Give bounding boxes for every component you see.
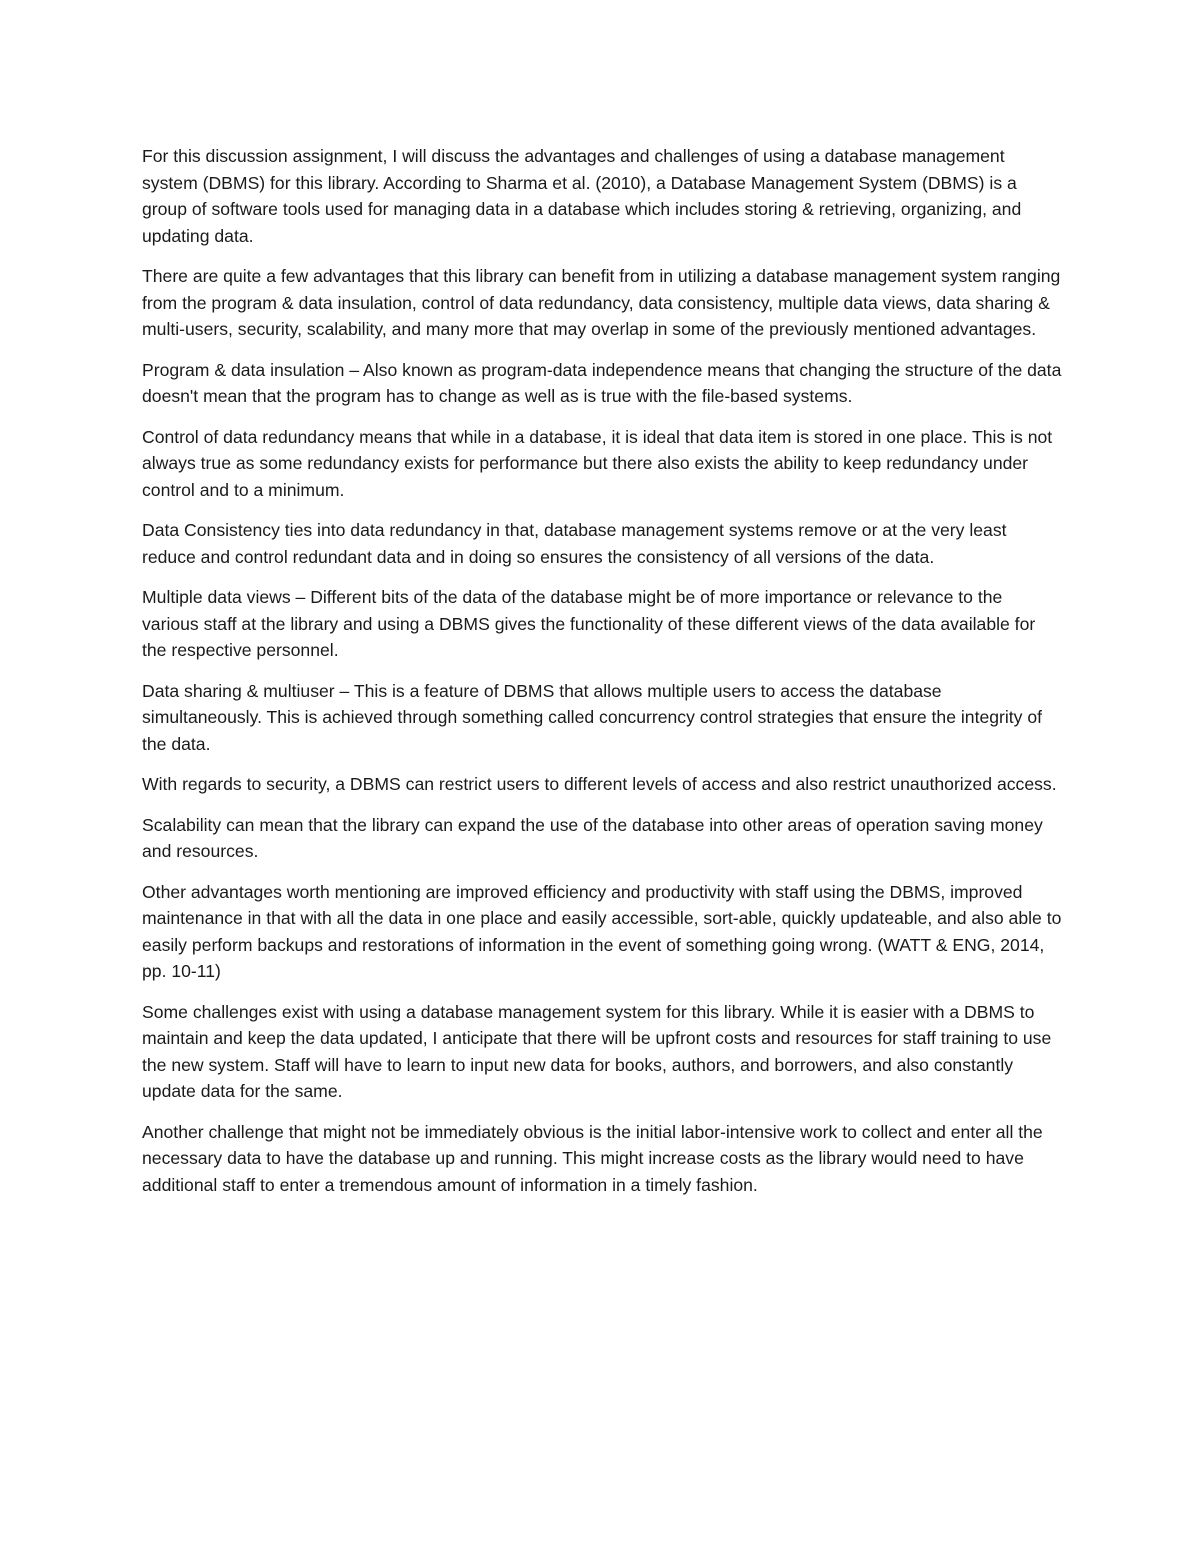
paragraph-another-challenge: Another challenge that might not be immediately obvious is the initial labor-intensive work to collect and enter all the necessary data to have the database up and running. This might increase costs as the library would need to have additional staff to enter a tremendous amount of information in a timely fashion.	[142, 1121, 1043, 1195]
paragraph-data-consistency: Data Consistency ties into data redundancy in that, database management systems remove or at the very least reduce and control redundant data and in doing so ensures the consistency of all versions of the data.	[142, 520, 1007, 567]
paragraph-multiple-data-views: Multiple data views – Different bits of the data of the database might be of more importance or relevance to the various staff at the library and using a DBMS gives the functionality of these different views of the data available for the respective personnel.	[142, 587, 1036, 660]
document-body	[142, 143, 1062, 1212]
paragraph-intro: For this discussion assignment, I will discuss the advantages and challenges of using a database management system (DBMS) for this library. According to Sharma et al. (2010), a Database Management System (DBMS) is a group of software tools used for managing data in a database which includes storing & retrieving, organizing, and updating data.	[142, 146, 1022, 246]
paragraph-security: With regards to security, a DBMS can restrict users to different levels of access and also restrict unauthorized access.	[142, 774, 1057, 794]
paragraph-data-redundancy: Control of data redundancy means that while in a database, it is ideal that data item is stored in one place. This is not always true as some redundancy exists for performance but there also exists the ability to keep redundancy under control and to a minimum.	[142, 426, 1053, 500]
paragraph-data-sharing: Data sharing & multiuser – This is a feature of DBMS that allows multiple users to access the database simultaneously. This is achieved through something called concurrency control strategies that ensure the integrity of the data.	[142, 680, 1043, 754]
paragraph-other-advantages: Other advantages worth mentioning are improved efficiency and productivity with staff using the DBMS, improved maintenance in that with all the data in one place and easily accessible, sort-able, quickly updateable, and also able to easily perform backups and restorations of information in the event of something going wrong. (WATT & ENG, 2014, pp. 10-11)	[142, 881, 1062, 981]
paragraph-challenges: Some challenges exist with using a database management system for this library. While it is easier with a DBMS to maintain and keep the data updated, I anticipate that there will be upfront costs and resources for staff training to use the new system. Staff will have to learn to input new data for books, authors, and borrowers, and also constantly update data for the same.	[142, 1001, 1052, 1101]
paragraph-advantages-overview: There are quite a few advantages that this library can benefit from in utilizing a database management system ranging from the program & data insulation, control of data redundancy, data consistency, multiple data views, data sharing & multi-users, security, scalability, and many more that may overlap in some of the previously mentioned advantages.	[142, 266, 1061, 339]
paragraph-scalability: Scalability can mean that the library can expand the use of the database into other areas of operation saving money and resources.	[142, 814, 1043, 861]
paragraph-program-data-insulation: Program & data insulation – Also known as program-data independence means that changing the structure of the data doesn't mean that the program has to change as well as is true with the file-based systems.	[142, 359, 1062, 406]
